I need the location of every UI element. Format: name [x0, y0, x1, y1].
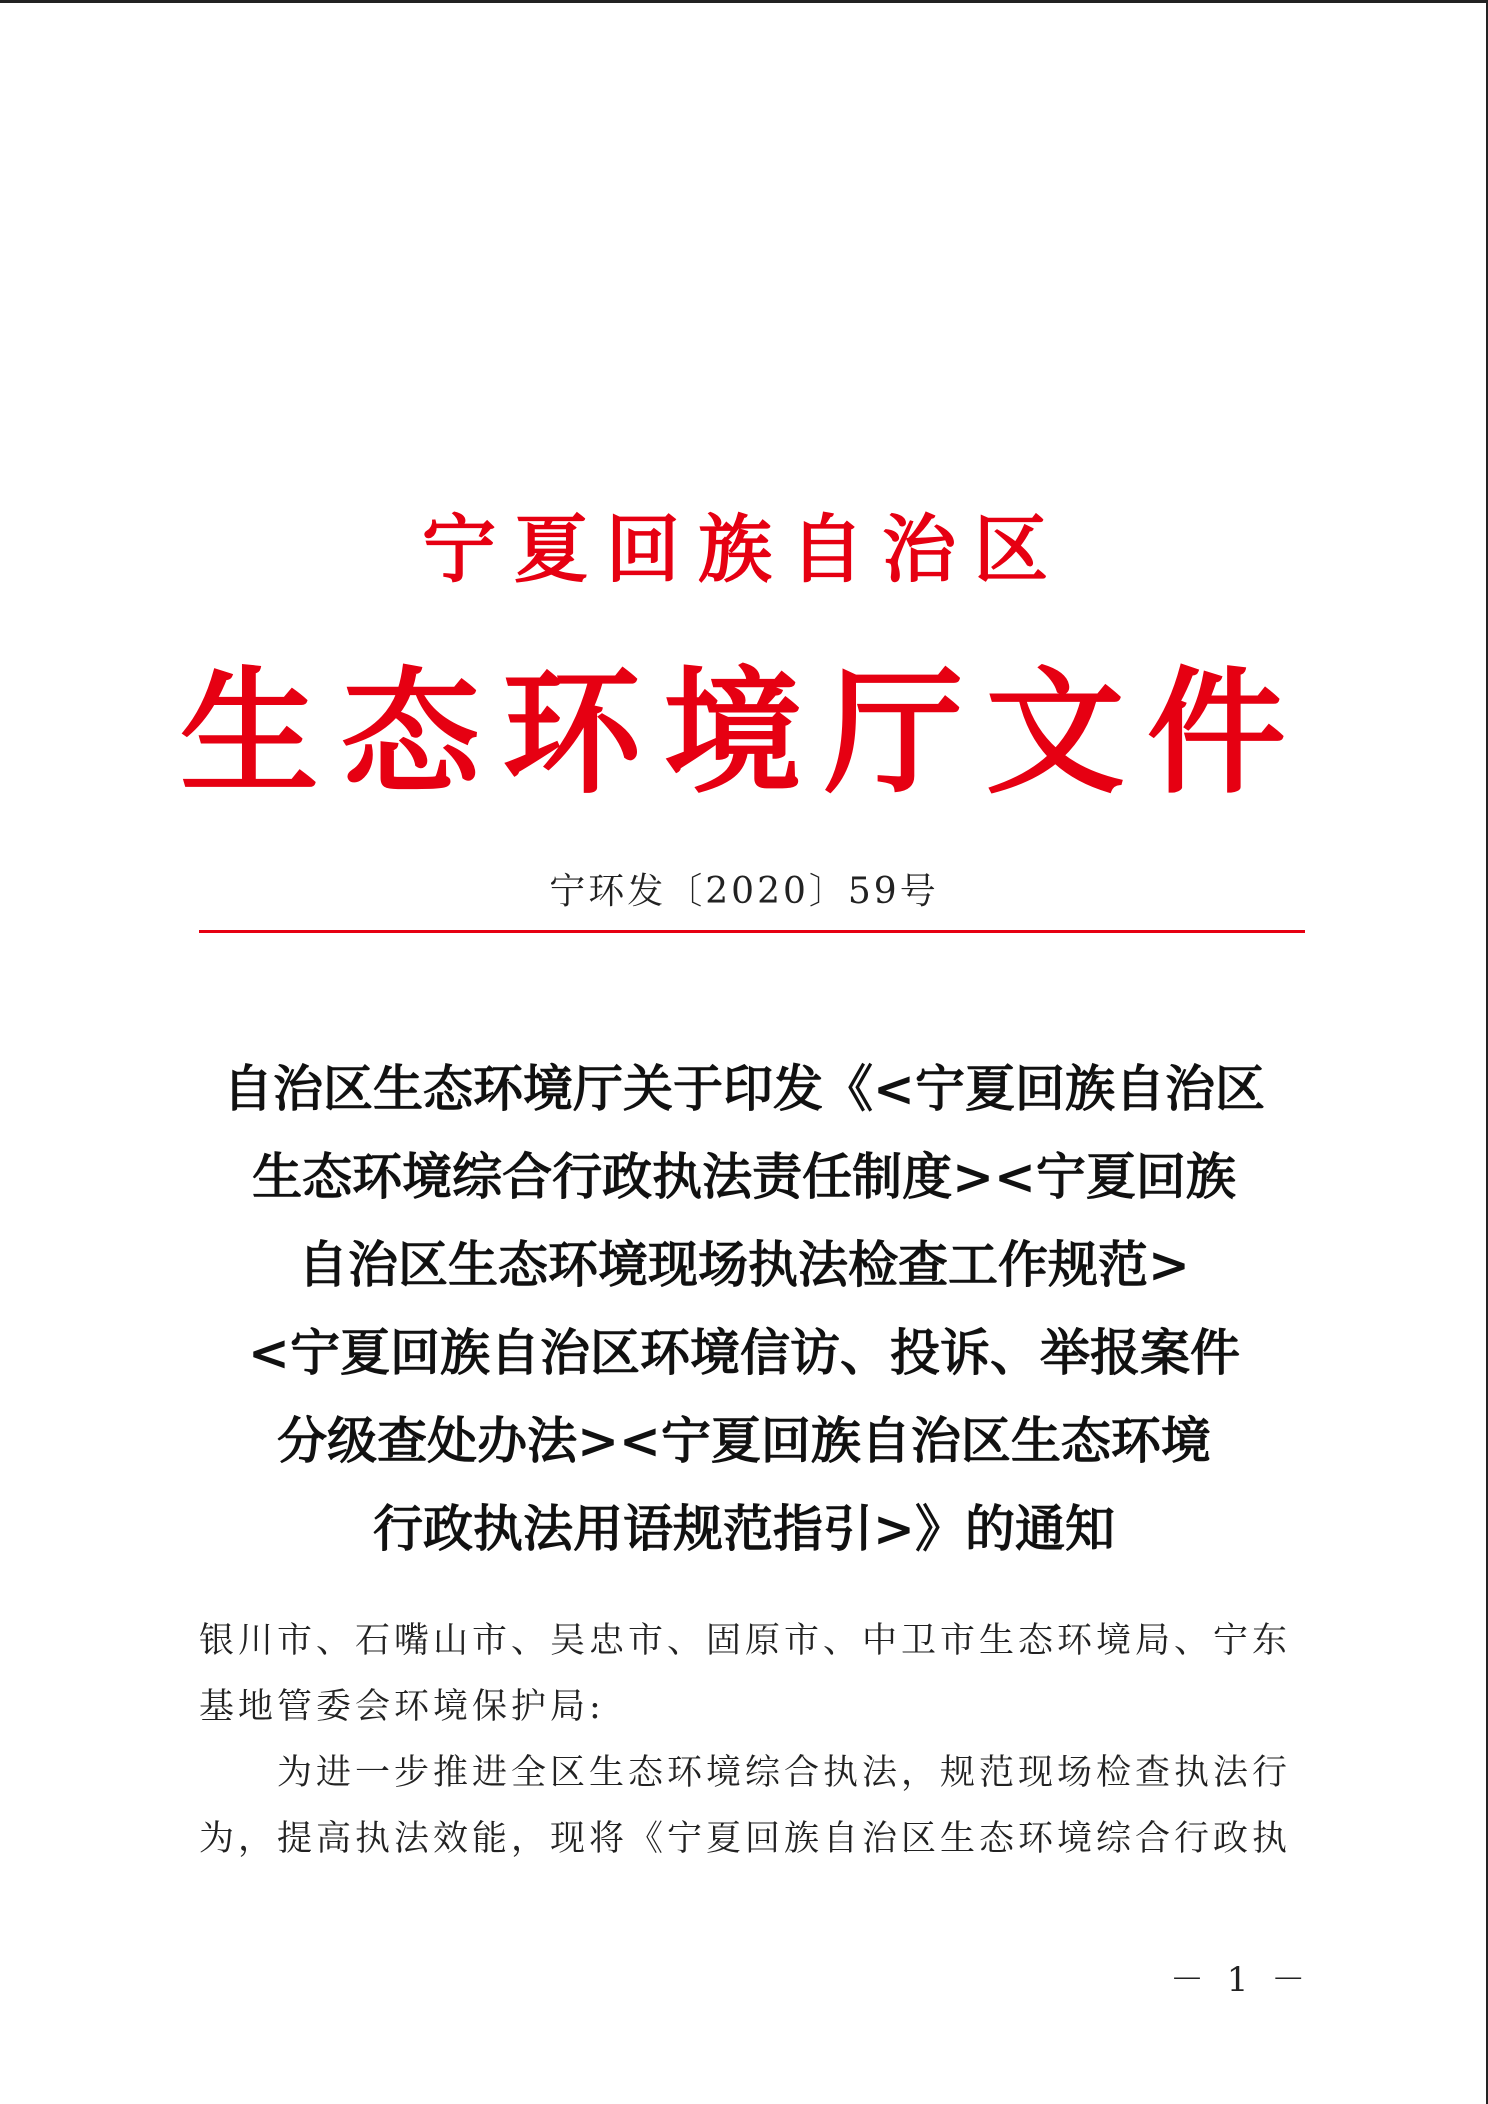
body-line: 为进一步推进全区生态环境综合执法，规范现场检查执法行 — [277, 1753, 1292, 1793]
notice-title — [170, 1045, 1318, 1573]
red-separator-line — [199, 930, 1305, 933]
title-line: 自治区生态环境厅关于印发《<宁夏回族自治区 — [223, 1059, 1265, 1118]
title-line: <宁夏回族自治区环境信访、投诉、举报案件 — [248, 1323, 1240, 1382]
body-paragraph — [199, 1740, 1305, 1872]
page-number: － 1 － — [1170, 1960, 1312, 2000]
addressee-line: 基地管委会环境保护局: — [199, 1687, 605, 1727]
title-line: 自治区生态环境现场执法检查工作规范> — [298, 1235, 1190, 1294]
document-number: 宁环发〔2020〕59号 — [549, 871, 939, 912]
addressee-line: 银川市、石嘴山市、吴忠市、固原市、中卫市生态环境局、宁东 — [199, 1621, 1292, 1661]
title-line: 生态环境综合行政执法责任制度><宁夏回族 — [252, 1147, 1236, 1206]
body-line: 为，提高执法效能，现将《宁夏回族自治区生态环境综合行政执 — [199, 1819, 1292, 1859]
title-line: 行政执法用语规范指引>》的通知 — [373, 1499, 1115, 1558]
document-header-title: 生态环境厅文件 — [179, 653, 1309, 813]
title-line: 分级查处办法><宁夏回族自治区生态环境 — [277, 1411, 1211, 1470]
addressee — [199, 1608, 1305, 1740]
issuing-organization: 宁夏回族自治区 — [422, 507, 1066, 593]
